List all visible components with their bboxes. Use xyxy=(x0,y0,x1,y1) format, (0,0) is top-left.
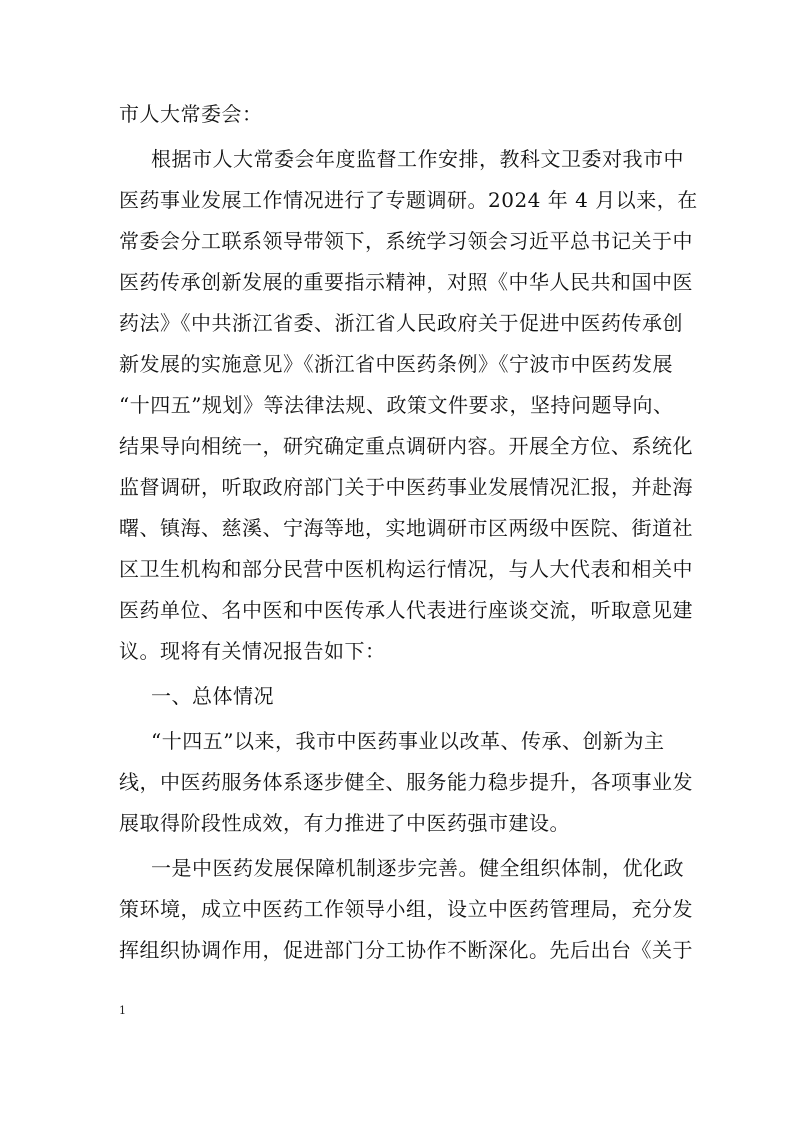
paragraph-line: 区卫生机构和部分民营中医机构运行情况，与人大代表和相关中 xyxy=(119,557,693,581)
paragraph-line: 药法》《中共浙江省委、浙江省人民政府关于促进中医药传承创 xyxy=(119,311,683,335)
page-number: 1 xyxy=(119,1004,126,1017)
paragraph-line: 线，中医药服务体系逐步健全、服务能力稳步提升，各项事业发 xyxy=(119,770,693,794)
paragraph-line: “十四五”规划》等法律法规、政策文件要求，坚持问题导向、 xyxy=(119,393,674,417)
paragraph-line: 结果导向相统一，研究确定重点调研内容。开展全方位、系统化 xyxy=(119,434,693,458)
paragraph-line: 一是中医药发展保障机制逐步完善。健全组织体制，优化政 xyxy=(151,856,684,880)
paragraph-line: 议。现将有关情况报告如下： xyxy=(119,639,386,663)
paragraph-line: 医药单位、名中医和中医传承人代表进行座谈交流，听取意见建 xyxy=(119,598,693,622)
salutation-line: 市人大常委会： xyxy=(119,102,263,126)
paragraph-line: 挥组织协调作用，促进部门分工协作不断深化。先后出台《关于 xyxy=(119,938,693,962)
paragraph-line: “十四五”以来，我市中医药事业以改革、传承、创新为主 xyxy=(151,729,665,753)
paragraph-line: 新发展的实施意见》《浙江省中医药条例》《宁波市中医药发展 xyxy=(119,352,673,376)
paragraph-line: 曙、镇海、慈溪、宁海等地，实地调研市区两级中医院、街道社 xyxy=(119,516,693,540)
paragraph-line: 根据市人大常委会年度监督工作安排，教科文卫委对我市中 xyxy=(151,147,684,171)
paragraph-line: 展取得阶段性成效，有力推进了中医药强市建设。 xyxy=(119,811,570,835)
paragraph-line: 策环境，成立中医药工作领导小组，设立中医药管理局，充分发 xyxy=(119,897,693,921)
paragraph-line: 常委会分工联系领导带领下，系统学习领会习近平总书记关于中 xyxy=(119,229,693,253)
paragraph-line: 医药传承创新发展的重要指示精神，对照《中华人民共和国中医 xyxy=(119,270,693,294)
section-heading: 一、总体情况 xyxy=(151,684,274,708)
paragraph-line: 监督调研，听取政府部门关于中医药事业发展情况汇报，并赴海 xyxy=(119,475,693,499)
paragraph-line: 医药事业发展工作情况进行了专题调研。2024 年 4 月以来，在 xyxy=(119,188,698,212)
